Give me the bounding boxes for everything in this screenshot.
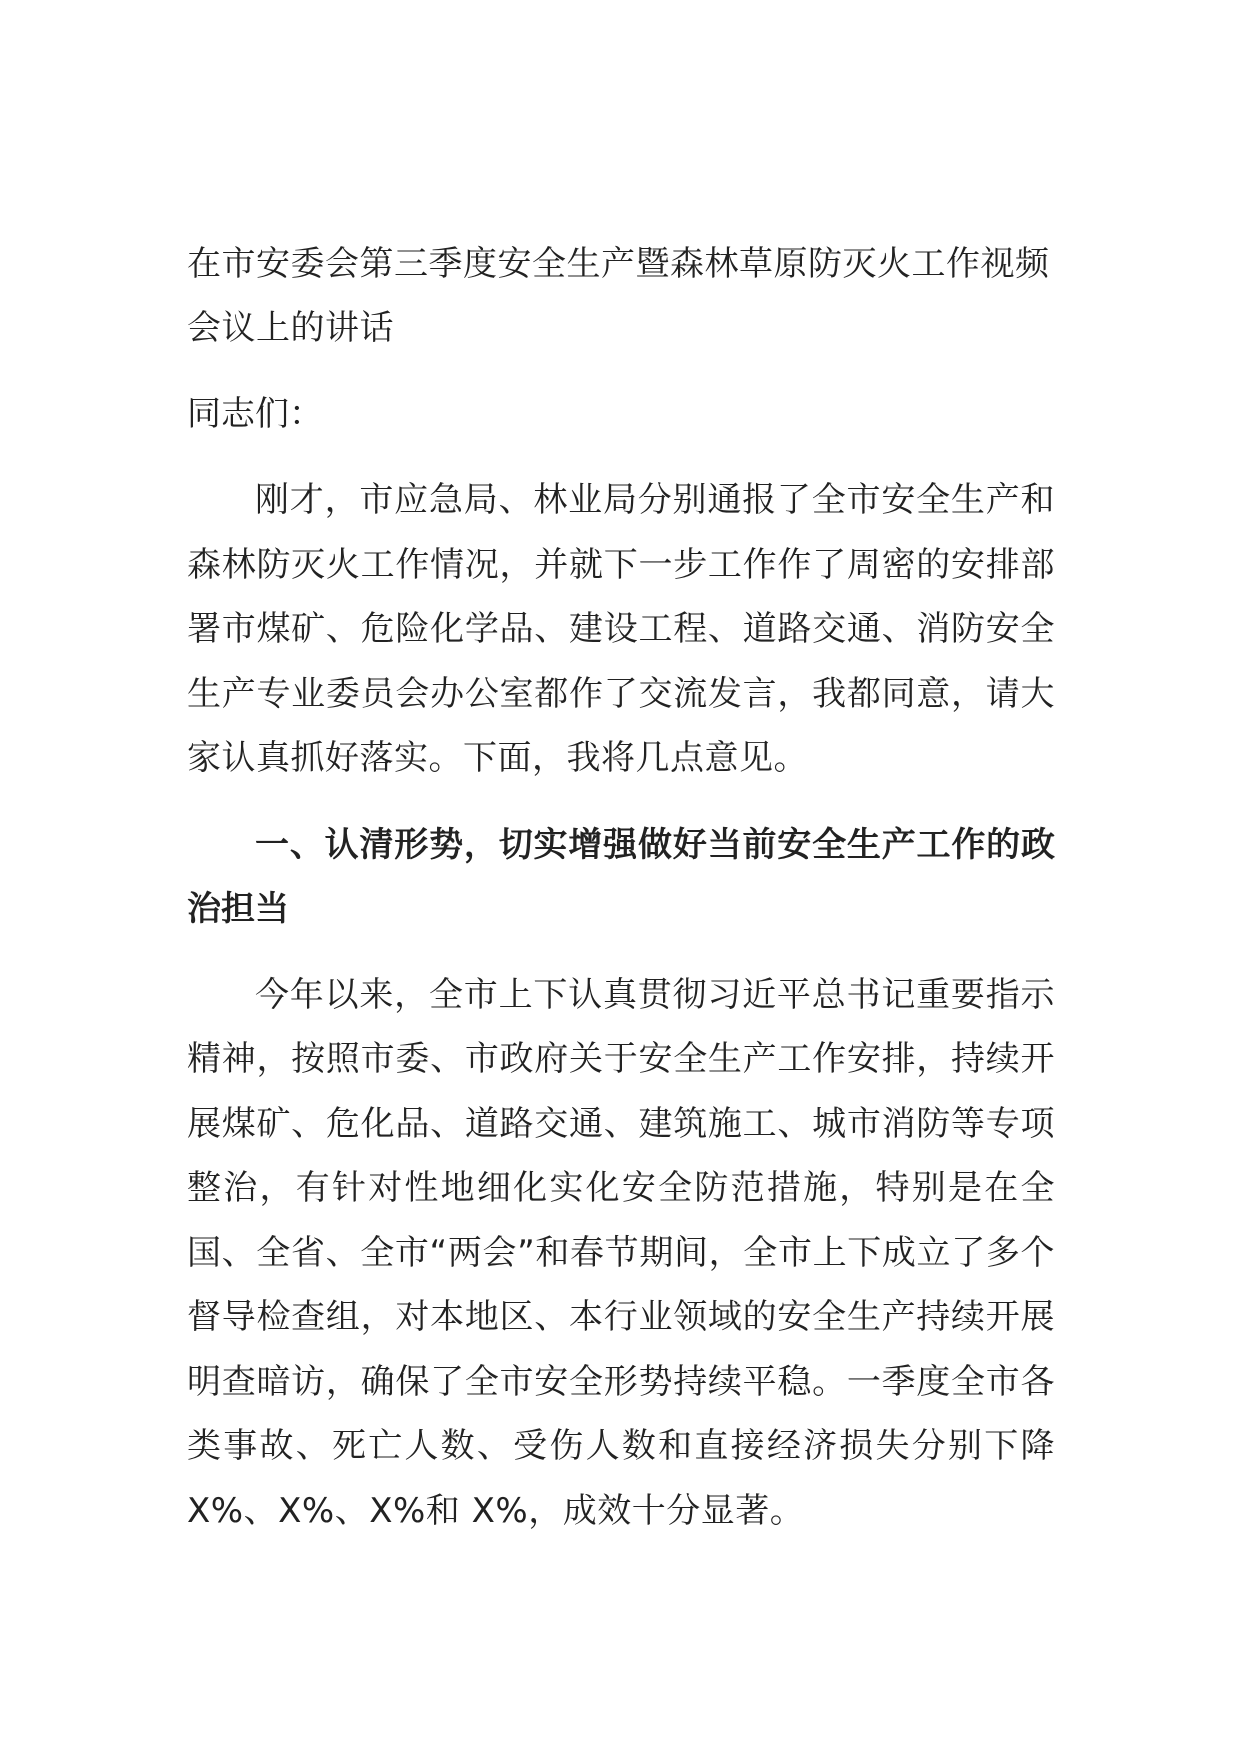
- section-paragraph: 今年以来，全市上下认真贯彻习近平总书记重要指示精神，按照市委、市政府关于安全生产工作安排，持续开展煤矿、危化品、道路交通、建筑施工、城市消防等专项整治，有针对性地细化实化安全防范措施，特别是在全国、全省、全市“两会”和春节期间，全市上下成立了多个督导检查组，对本地区、本行业领域的安全生产持续开展明查暗访，确保了全市安全形势持续平稳。一季度全市各类事故、死亡人数、受伤人数和直接经济损失分别下降 X%、X%、X%和 X%，成效十分显著。: [187, 974, 1055, 1531]
- section-heading: 一、认清形势，切实增强做好当前安全生产工作的政治担当: [187, 824, 1055, 929]
- intro-paragraph: 刚才，市应急局、林业局分别通报了全市安全生产和森林防灭火工作情况，并就下一步工作作了周密的安排部署市煤矿、危险化学品、建设工程、道路交通、消防安全生产专业委员会办公室都作了交流发言，我都同意，请大家认真抓好落实。下面，我将几点意见。: [187, 480, 1055, 778]
- greeting: 同志们：: [187, 394, 323, 434]
- document-page: [187, 232, 1055, 1565]
- document-title: 在市安委会第三季度安全生产暨森林草原防灭火工作视频会议上的讲话: [187, 244, 1050, 348]
